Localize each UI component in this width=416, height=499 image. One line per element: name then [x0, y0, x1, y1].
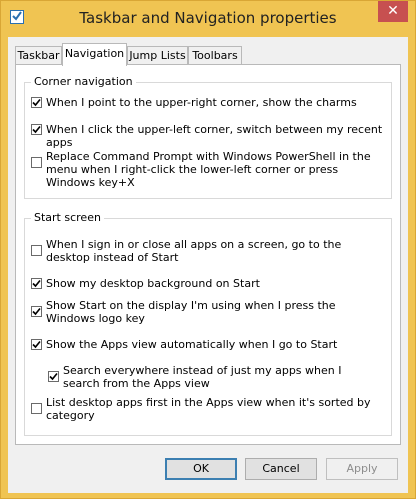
option-desktop-apps-first[interactable]: [31, 396, 386, 424]
option-go-to-desktop[interactable]: [31, 238, 386, 266]
option-label: When I click the upper-left corner, switch between my recent apps: [46, 123, 383, 149]
option-label: Show Start on the display I'm using when I press the Windows logo key: [46, 299, 336, 325]
checkbox-apps-view[interactable]: [31, 339, 42, 350]
start-screen-title: Start screen: [31, 211, 104, 225]
checkbox-go-to-desktop[interactable]: [31, 245, 42, 256]
option-desktop-background[interactable]: [31, 277, 386, 291]
tab-taskbar[interactable]: Taskbar: [15, 46, 62, 65]
apply-button[interactable]: Apply: [326, 458, 398, 480]
tab-navigation[interactable]: Navigation: [62, 43, 127, 66]
option-apps-view[interactable]: [31, 338, 386, 352]
checkbox-search-everywhere[interactable]: [48, 371, 59, 382]
tab-toolbars[interactable]: Toolbars: [188, 46, 242, 65]
checkbox-show-charms[interactable]: [31, 97, 42, 108]
option-label: Replace Command Prompt with Windows PowerShell in the menu when I right-click the lower-left corner or press Windows key+X: [46, 150, 371, 189]
option-label: Search everywhere instead of just my apps when I search from the Apps view: [63, 364, 342, 390]
option-search-everywhere[interactable]: [48, 364, 383, 392]
option-label: List desktop apps first in the Apps view when it's sorted by category: [46, 396, 371, 422]
check-icon: [49, 372, 58, 381]
option-show-charms[interactable]: [31, 96, 386, 110]
close-button[interactable]: [378, 1, 408, 22]
check-icon: [32, 340, 41, 349]
option-label: Show the Apps view automatically when I go to Start: [46, 338, 338, 351]
option-start-on-display[interactable]: [31, 299, 386, 327]
dialog-client-area: [8, 37, 408, 493]
option-powershell[interactable]: [31, 150, 386, 189]
corner-navigation-group: [24, 75, 392, 199]
navigation-tab-panel: [15, 64, 401, 445]
start-screen-group: [24, 211, 392, 436]
checkbox-switch-recent-apps[interactable]: [31, 124, 42, 135]
window-title: Taskbar and Navigation properties: [79, 9, 337, 27]
option-label: When I point to the upper-right corner, show the charms: [46, 96, 357, 109]
checkbox-powershell[interactable]: [31, 157, 42, 168]
checkbox-desktop-background[interactable]: [31, 278, 42, 289]
option-label: When I sign in or close all apps on a screen, go to the desktop instead of Start: [46, 238, 342, 264]
checkbox-desktop-apps-first[interactable]: [31, 403, 42, 414]
checkbox-start-on-display[interactable]: [31, 306, 42, 317]
option-switch-recent-apps[interactable]: [31, 123, 386, 149]
option-label: Show my desktop background on Start: [46, 277, 260, 290]
check-icon: [32, 307, 41, 316]
cancel-button[interactable]: Cancel: [245, 458, 317, 480]
check-icon: [32, 98, 41, 107]
check-icon: [32, 279, 41, 288]
tab-jump-lists[interactable]: Jump Lists: [127, 46, 188, 65]
check-icon: [32, 125, 41, 134]
ok-button[interactable]: OK: [165, 458, 237, 480]
title-bar[interactable]: [1, 1, 415, 37]
close-icon: ✕: [387, 3, 399, 19]
corner-navigation-title: Corner navigation: [31, 75, 136, 89]
